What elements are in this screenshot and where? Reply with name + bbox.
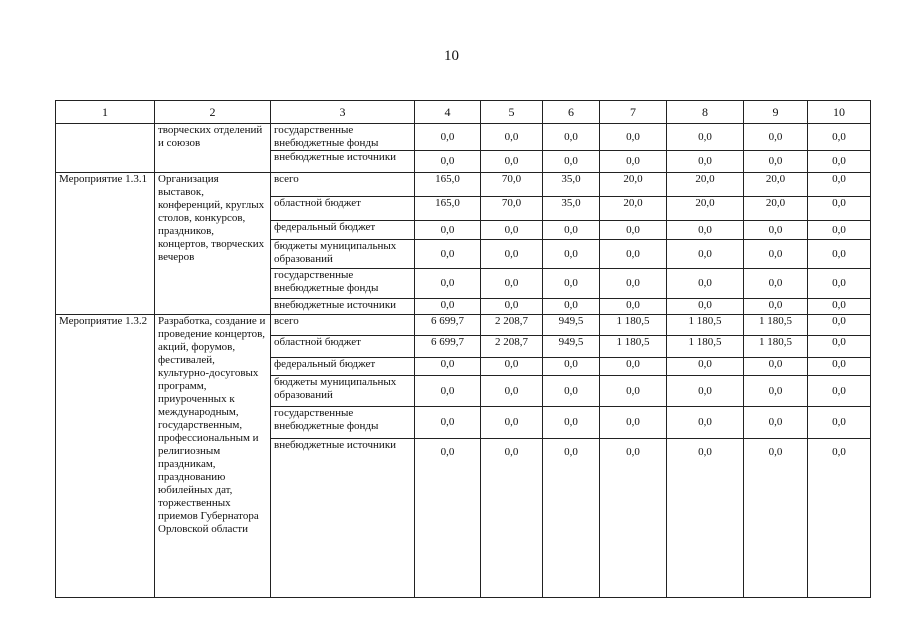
column-header: 5 [481, 101, 543, 124]
value-cell: 20,0 [744, 173, 808, 197]
value-cell: 0,0 [667, 439, 744, 598]
value-cell: 1 180,5 [744, 336, 808, 358]
funding-source: областной бюджет [271, 197, 415, 221]
value-cell: 0,0 [600, 439, 667, 598]
value-cell: 0,0 [543, 407, 600, 439]
value-cell: 0,0 [415, 439, 481, 598]
value-cell: 0,0 [415, 358, 481, 376]
value-cell: 0,0 [600, 151, 667, 173]
value-cell: 0,0 [808, 439, 871, 598]
value-cell: 0,0 [744, 151, 808, 173]
funding-source: областной бюджет [271, 336, 415, 358]
value-cell: 0,0 [667, 407, 744, 439]
value-cell: 0,0 [744, 358, 808, 376]
value-cell: 0,0 [808, 336, 871, 358]
value-cell: 0,0 [667, 221, 744, 240]
event-label: Мероприятие 1.3.2 [56, 315, 155, 598]
column-header: 8 [667, 101, 744, 124]
event-description: Разработка, создание и проведение концертов, акций, форумов, фестивалей, культурно-досуговых программ, приуроченных к международным, государственным, профессиональным и религиозным праздникам, празднованию юбилейных дат, торжественных приемов Губернатора Орловской области [155, 315, 271, 598]
value-cell: 6 699,7 [415, 315, 481, 336]
value-cell: 0,0 [667, 151, 744, 173]
funding-source: внебюджетные источники [271, 299, 415, 315]
funding-source: федеральный бюджет [271, 358, 415, 376]
budget-table [55, 100, 871, 598]
value-cell: 0,0 [543, 124, 600, 151]
value-cell: 0,0 [667, 299, 744, 315]
value-cell: 0,0 [808, 124, 871, 151]
table-row [56, 124, 871, 151]
value-cell: 0,0 [808, 376, 871, 407]
column-header: 9 [744, 101, 808, 124]
value-cell: 0,0 [415, 221, 481, 240]
value-cell: 0,0 [600, 407, 667, 439]
value-cell: 20,0 [600, 197, 667, 221]
value-cell: 0,0 [481, 376, 543, 407]
funding-source: внебюджетные источники [271, 439, 415, 598]
value-cell: 0,0 [481, 221, 543, 240]
column-header: 3 [271, 101, 415, 124]
value-cell: 70,0 [481, 173, 543, 197]
value-cell: 0,0 [808, 151, 871, 173]
value-cell: 0,0 [808, 173, 871, 197]
value-cell: 0,0 [415, 151, 481, 173]
value-cell: 0,0 [543, 439, 600, 598]
value-cell: 949,5 [543, 315, 600, 336]
value-cell: 0,0 [808, 315, 871, 336]
funding-source: федеральный бюджет [271, 221, 415, 240]
value-cell: 0,0 [744, 269, 808, 299]
value-cell: 70,0 [481, 197, 543, 221]
event-label: Мероприятие 1.3.1 [56, 173, 155, 315]
column-header: 7 [600, 101, 667, 124]
value-cell: 0,0 [481, 151, 543, 173]
value-cell: 0,0 [744, 124, 808, 151]
value-cell: 0,0 [744, 299, 808, 315]
funding-source: бюджеты муниципальных образований [271, 240, 415, 269]
value-cell: 0,0 [481, 299, 543, 315]
value-cell: 20,0 [667, 173, 744, 197]
funding-source: государственные внебюджетные фонды [271, 124, 415, 151]
value-cell: 0,0 [600, 358, 667, 376]
value-cell: 0,0 [543, 299, 600, 315]
value-cell: 0,0 [415, 299, 481, 315]
funding-source: государственные внебюджетные фонды [271, 269, 415, 299]
event-description: творческих отделений и союзов [155, 124, 271, 173]
value-cell: 0,0 [600, 299, 667, 315]
event-description: Организация выставок, конференций, круглых столов, конкурсов, праздников, концертов, творческих вечеров [155, 173, 271, 315]
value-cell: 0,0 [481, 124, 543, 151]
value-cell: 1 180,5 [600, 336, 667, 358]
column-header: 4 [415, 101, 481, 124]
table-row [56, 173, 871, 197]
value-cell: 0,0 [600, 376, 667, 407]
value-cell: 0,0 [744, 407, 808, 439]
funding-source: бюджеты муниципальных образований [271, 376, 415, 407]
value-cell: 0,0 [415, 269, 481, 299]
value-cell: 0,0 [543, 376, 600, 407]
value-cell: 0,0 [543, 358, 600, 376]
value-cell: 0,0 [481, 269, 543, 299]
value-cell: 0,0 [667, 358, 744, 376]
table-row [56, 315, 871, 336]
value-cell: 0,0 [667, 124, 744, 151]
value-cell: 20,0 [667, 197, 744, 221]
funding-source: всего [271, 173, 415, 197]
value-cell: 0,0 [543, 269, 600, 299]
funding-source: государственные внебюджетные фонды [271, 407, 415, 439]
funding-source: всего [271, 315, 415, 336]
value-cell: 20,0 [600, 173, 667, 197]
event-label [56, 124, 155, 173]
value-cell: 1 180,5 [667, 336, 744, 358]
value-cell: 0,0 [744, 240, 808, 269]
value-cell: 0,0 [667, 376, 744, 407]
value-cell: 0,0 [415, 376, 481, 407]
column-header: 1 [56, 101, 155, 124]
value-cell: 0,0 [481, 439, 543, 598]
value-cell: 6 699,7 [415, 336, 481, 358]
value-cell: 0,0 [744, 439, 808, 598]
value-cell: 0,0 [543, 151, 600, 173]
value-cell: 0,0 [744, 221, 808, 240]
column-header: 6 [543, 101, 600, 124]
page-number: 10 [444, 48, 459, 64]
value-cell: 0,0 [481, 240, 543, 269]
value-cell: 0,0 [481, 407, 543, 439]
value-cell: 165,0 [415, 173, 481, 197]
value-cell: 35,0 [543, 197, 600, 221]
value-cell: 0,0 [667, 240, 744, 269]
column-header: 10 [808, 101, 871, 124]
value-cell: 1 180,5 [744, 315, 808, 336]
value-cell: 0,0 [808, 221, 871, 240]
value-cell: 0,0 [600, 269, 667, 299]
funding-source: внебюджетные источники [271, 151, 415, 173]
value-cell: 2 208,7 [481, 336, 543, 358]
value-cell: 0,0 [744, 376, 808, 407]
value-cell: 0,0 [808, 299, 871, 315]
value-cell: 0,0 [600, 221, 667, 240]
value-cell: 0,0 [543, 240, 600, 269]
value-cell: 165,0 [415, 197, 481, 221]
value-cell: 1 180,5 [600, 315, 667, 336]
value-cell: 0,0 [808, 269, 871, 299]
value-cell: 0,0 [415, 124, 481, 151]
value-cell: 35,0 [543, 173, 600, 197]
value-cell: 20,0 [744, 197, 808, 221]
value-cell: 0,0 [600, 240, 667, 269]
value-cell: 0,0 [600, 124, 667, 151]
value-cell: 0,0 [415, 407, 481, 439]
value-cell: 0,0 [808, 358, 871, 376]
value-cell: 2 208,7 [481, 315, 543, 336]
column-header: 2 [155, 101, 271, 124]
header-row [56, 101, 871, 124]
value-cell: 949,5 [543, 336, 600, 358]
value-cell: 0,0 [808, 407, 871, 439]
value-cell: 1 180,5 [667, 315, 744, 336]
value-cell: 0,0 [808, 197, 871, 221]
value-cell: 0,0 [415, 240, 481, 269]
value-cell: 0,0 [667, 269, 744, 299]
value-cell: 0,0 [543, 221, 600, 240]
value-cell: 0,0 [808, 240, 871, 269]
value-cell: 0,0 [481, 358, 543, 376]
